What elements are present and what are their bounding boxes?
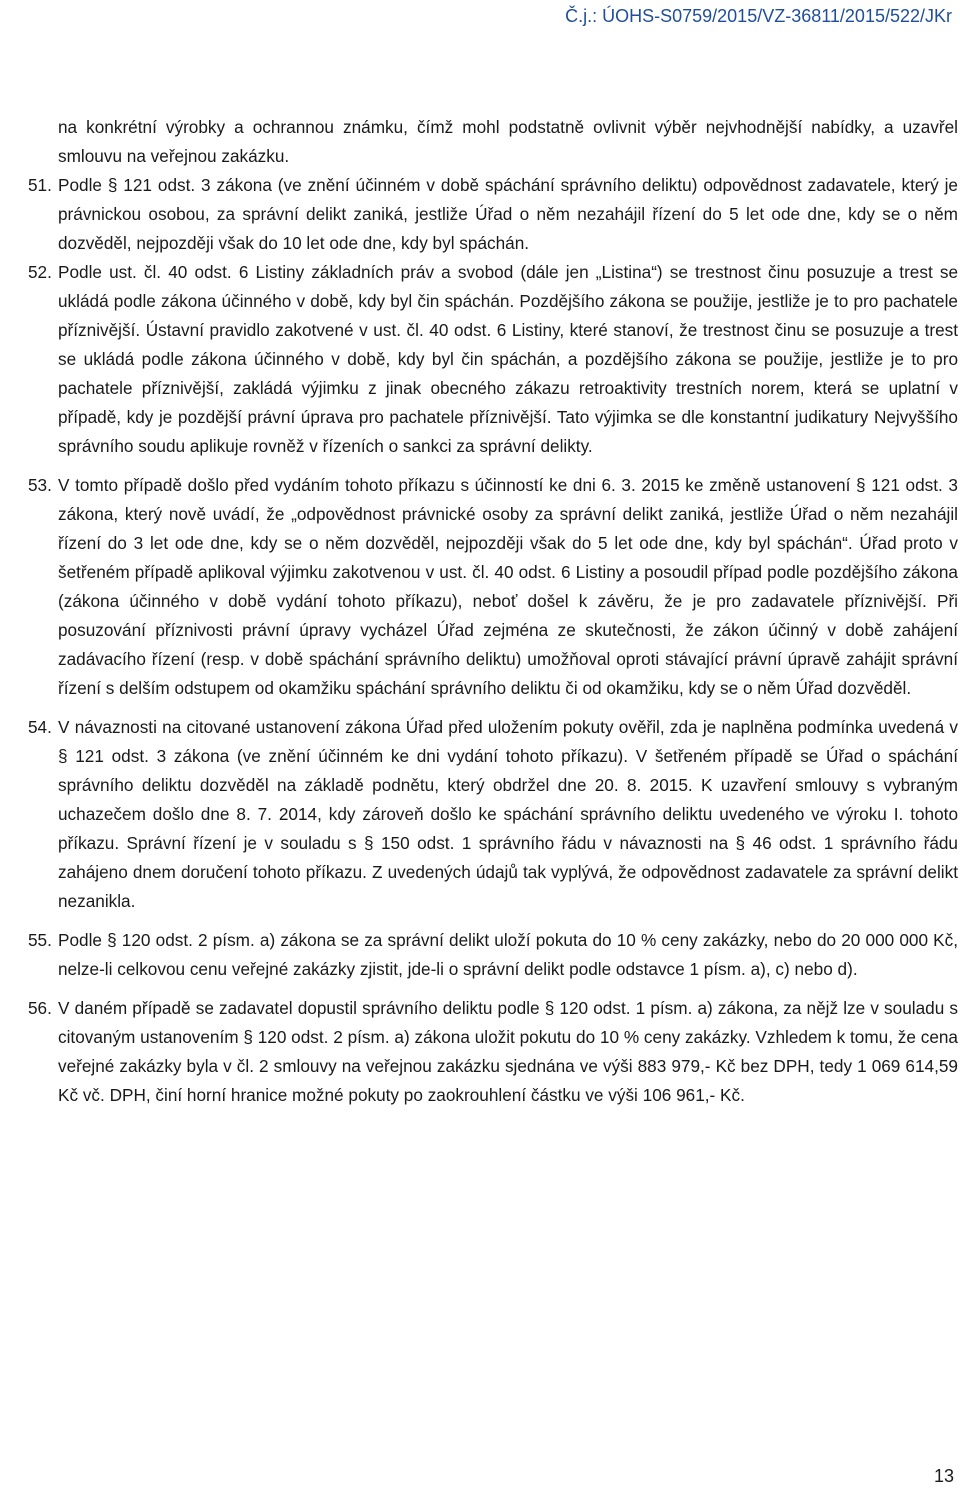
- paragraph-number: 55.: [28, 930, 52, 950]
- paragraph-55: [28, 926, 958, 984]
- paragraph-text: V návaznosti na citované ustanovení zákona Úřad před uložením pokuty ověřil, zda je naplněna podmínka uvedená v § 121 odst. 3 zákona (ve znění účinném ke dni vydání tohoto příkazu). V šetřeném případě se Úřad o spáchání správního deliktu dozvěděl na základě podnětu, který obdržel dne 20. 8. 2015. K uzavření smlouvy s vybraným uchazečem došlo dne 8. 7. 2014, kdy zároveň došlo ke spáchání správního deliktu uvedeného ve výroku I. tohoto příkazu. Správní řízení je v souladu s § 150 odst. 1 správního řádu v návaznosti na § 46 odst. 1 správního řádu zahájeno dnem doručení tohoto příkazu. Z uvedených údajů tak vyplývá, že odpovědnost zadavatele za správní delikt nezanikla.: [58, 717, 958, 911]
- paragraph-52: [28, 258, 958, 461]
- paragraph-54: [28, 713, 958, 916]
- paragraph-number: 53.: [28, 475, 52, 495]
- paragraph-number: 56.: [28, 998, 52, 1018]
- document-reference: Č.j.: ÚOHS-S0759/2015/VZ-36811/2015/522/JKr: [565, 6, 952, 26]
- paragraph-number: 51.: [28, 175, 52, 195]
- intro-paragraph: na konkrétní výrobky a ochrannou známku, čímž mohl podstatně ovlivnit výběr nejvhodnější nabídky, a uzavřel smlouvu na veřejnou zakázku.: [58, 117, 958, 166]
- paragraph-text: V daném případě se zadavatel dopustil správního deliktu podle § 120 odst. 1 písm. a) zákona, za nějž lze v souladu s citovaným ustanovením § 120 odst. 2 písm. a) zákona uložit pokutu do 10 % ceny zakázky. Vzhledem k tomu, že cena veřejné zakázky byla v čl. 2 smlouvy na veřejnou zakázku sjednána ve výši 883 979,- Kč bez DPH, tedy 1 069 614,59 Kč vč. DPH, činí horní hranice možné pokuty po zaokrouhlení částku ve výši 106 961,- Kč.: [58, 998, 958, 1105]
- document-body: [28, 113, 958, 1110]
- page-number: 13: [933, 1466, 954, 1486]
- paragraph-text: Podle ust. čl. 40 odst. 6 Listiny základních práv a svobod (dále jen „Listina“) se trestnost činu posuzuje a trest se ukládá podle zákona účinného v době, kdy byl čin spáchán. Pozdějšího zákona se použije, jestliže je to pro pachatele příznivější. Ústavní pravidlo zakotvené v ust. čl. 40 odst. 6 Listiny, které stanoví, že trestnost činu se posuzuje a trest se ukládá podle zákona účinného v době, kdy byl čin spáchán, a pozdějšího zákona se použije, jestliže je to pro pachatele příznivější, zakládá výjimku z jinak obecného zákazu retroaktivity trestních norem, která se uplatní v případě, kdy je pozdější právní úprava pro pachatele příznivější. Tato výjimka se dle konstantní judikatury Nejvyššího správního soudu aplikuje rovněž v řízeních o sankci za správní delikty.: [58, 262, 958, 456]
- paragraph-53: [28, 471, 958, 703]
- paragraph-text: V tomto případě došlo před vydáním tohoto příkazu s účinností ke dni 6. 3. 2015 ke změně ustanovení § 121 odst. 3 zákona, který nově uvádí, že „odpovědnost právnické osoby za správní delikt zaniká, jestliže Úřad o něm nezahájil řízení do 3 let ode dne, kdy se o něm dozvěděl, nejpozději však do 5 let ode dne, kdy byl spáchán“. Úřad proto v šetřeném případě aplikoval výjimku zakotvenou v ust. čl. 40 odst. 6 Listiny a posoudil případ podle pozdějšího zákona (zákona účinného v době vydání tohoto příkazu), neboť došel k závěru, že je pro zadavatele příznivější. Při posuzování příznivosti právní úpravy vycházel Úřad zejména ze skutečnosti, že zákon účinný v době zahájení zadávacího řízení (resp. v době spáchání správního deliktu) umožňoval oproti stávající právní úpravě zahájit správní řízení s delším odstupem od okamžiku spáchání správního deliktu či od okamžiku, kdy se o něm Úřad dozvěděl.: [58, 475, 958, 698]
- paragraph-51: [28, 171, 958, 258]
- paragraph-text: Podle § 120 odst. 2 písm. a) zákona se za správní delikt uloží pokuta do 10 % ceny zakázky, nebo do 20 000 000 Kč, nelze-li celkovou cenu veřejné zakázky zjistit, jde-li o správní delikt podle odstavce 1 písm. a), c) nebo d).: [58, 930, 958, 979]
- paragraph-text: Podle § 121 odst. 3 zákona (ve znění účinném v době spáchání správního deliktu) odpovědnost zadavatele, který je právnickou osobou, za správní delikt zaniká, jestliže Úřad o něm nezahájil řízení do 5 let ode dne, kdy se o něm dozvěděl, nejpozději však do 10 let ode dne, kdy byl spáchán.: [58, 175, 958, 253]
- paragraph-56: [28, 994, 958, 1110]
- paragraph-number: 54.: [28, 717, 52, 737]
- paragraph-number: 52.: [28, 262, 52, 282]
